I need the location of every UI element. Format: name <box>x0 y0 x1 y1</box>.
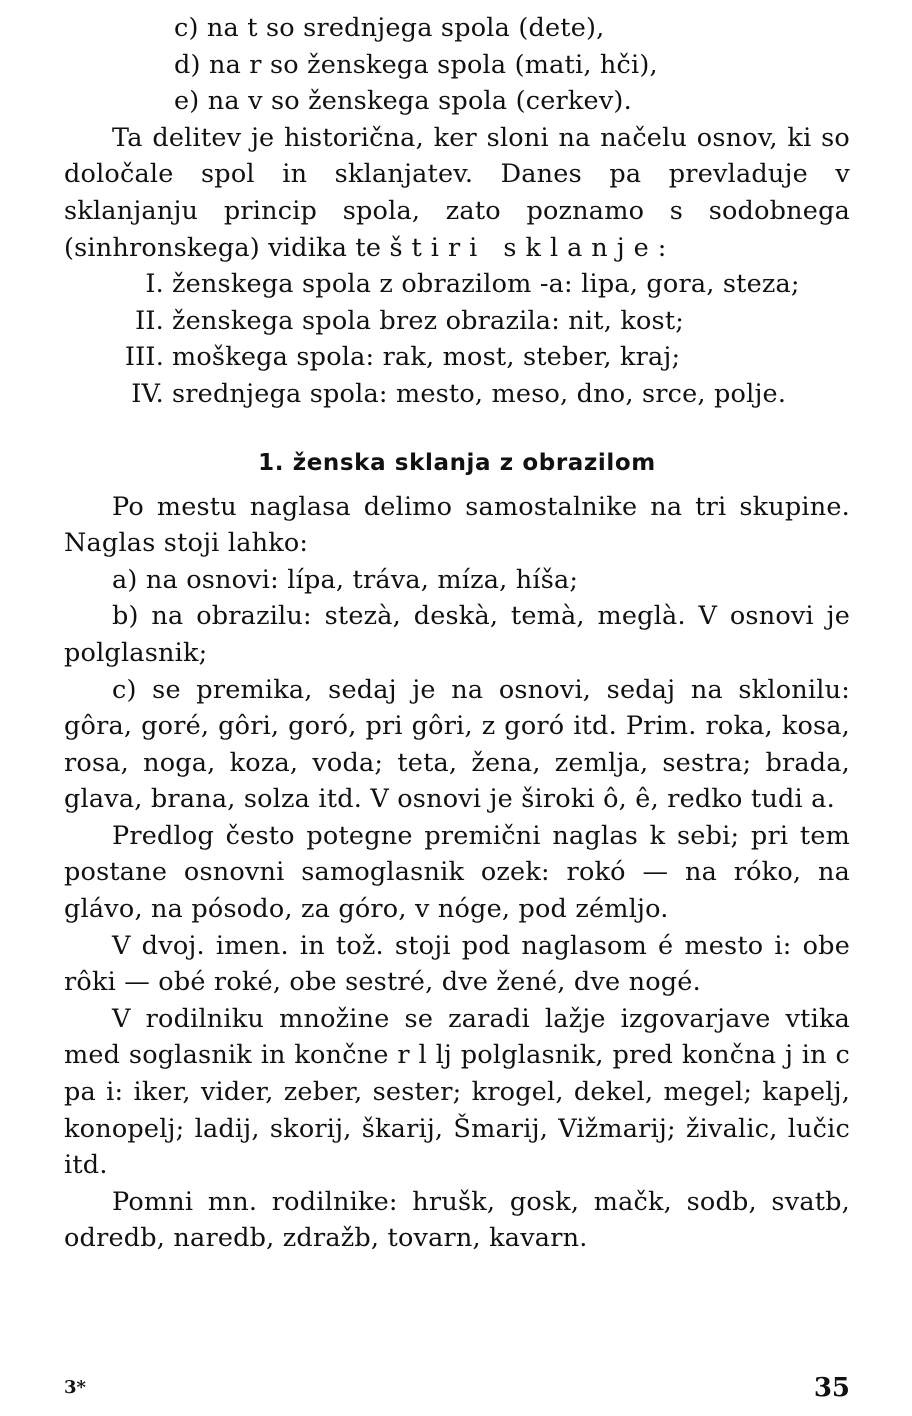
paragraph-dual: V dvoj. imen. in tož. stoji pod naglasom é mesto i: obe rôki — obé roké, obe sestré, dve žené, dve nogé. <box>64 930 850 998</box>
roman-numeral: I. <box>145 269 164 300</box>
page-body <box>64 10 850 1257</box>
page-number: 35 <box>813 1373 850 1403</box>
paragraph-accent-groups: Po mestu naglasa delimo samostalnike na tri skupine. Naglas stoji lahko: <box>64 491 850 559</box>
roman-numeral: III. <box>124 342 164 373</box>
declension-text: ženskega spola z obrazilom -a: lipa, gora, steza; <box>172 269 800 300</box>
printer-signature: 3* <box>64 1377 86 1398</box>
roman-numeral: II. <box>135 305 164 336</box>
paragraph-preposition: Predlog često potegne premični naglas k sebi; pri tem postane osnovni samoglasnik ozek: rokó — na róko, na glávo, na pósodo, za góro, v nóge, pod zémljo. <box>64 820 850 925</box>
list-item-c: c) na t so srednjega spola (dete), <box>174 13 605 43</box>
declension-row <box>64 266 850 303</box>
roman-numeral: IV. <box>131 378 164 409</box>
declension-text: ženskega spola brez obrazila: nit, kost; <box>172 305 685 336</box>
group-item-b: b) na obrazilu: stezà, deskà, temà, meglà. V osnovi je polglasnik; <box>64 601 850 668</box>
list-item-e: e) na v so ženskega spola (cerkev). <box>174 86 632 117</box>
paragraph-genitive-plural: V rodilniku množine se zaradi lažje izgovarjave vtika med soglasnik in končne r l lj polglasnik, pred končna j in c pa i: iker, vider, zeber, sester; krogel, dekel, megel; kapelj, konopelj; ladij, skorij, škarij, Šmarij, Vižmarij; živalic, lučic itd. <box>64 1003 850 1181</box>
declension-row <box>64 339 850 376</box>
declension-text: srednjega spola: mesto, meso, dno, srce, polje. <box>172 378 787 409</box>
section-heading: 1. ženska sklanja z obrazilom <box>258 449 656 476</box>
declension-row <box>64 376 850 413</box>
declension-text: moškega spola: rak, most, steber, kraj; <box>172 342 681 373</box>
paragraph-text: Ta delitev je historična, ker sloni na načelu osnov, ki so določale spol in sklanjatev. Danes pa prevladuje v sklanjanju princip spola, zato poznamo s sodobnega (sinhronskega) vidika te <box>64 122 850 263</box>
list-item-d: d) na r so ženskega spola (mati, hči), <box>174 49 658 80</box>
paragraph-genitives-list: Pomni mn. rodilnike: hrušk, gosk, mačk, sodb, svatb, odredb, naredb, zdražb, tovarn, kavarn. <box>64 1186 850 1254</box>
paragraph-declension-history <box>64 120 850 266</box>
spaced-emphasis: štiri sklanje: <box>389 232 676 263</box>
group-item-a: a) na osnovi: lípa, tráva, míza, híša; <box>112 564 579 595</box>
group-item-c: c) se premika, sedaj je na osnovi, sedaj na sklonilu: gôra, goré, gôri, goró, pri gôri, z goró itd. Prim. roka, kosa, rosa, noga, koza, voda; teta, žena, zemlja, sestra; brada, glava, brana, solza itd. V osnovi je široki ô, ê, redko tudi a. <box>64 674 850 815</box>
declension-row <box>64 303 850 340</box>
